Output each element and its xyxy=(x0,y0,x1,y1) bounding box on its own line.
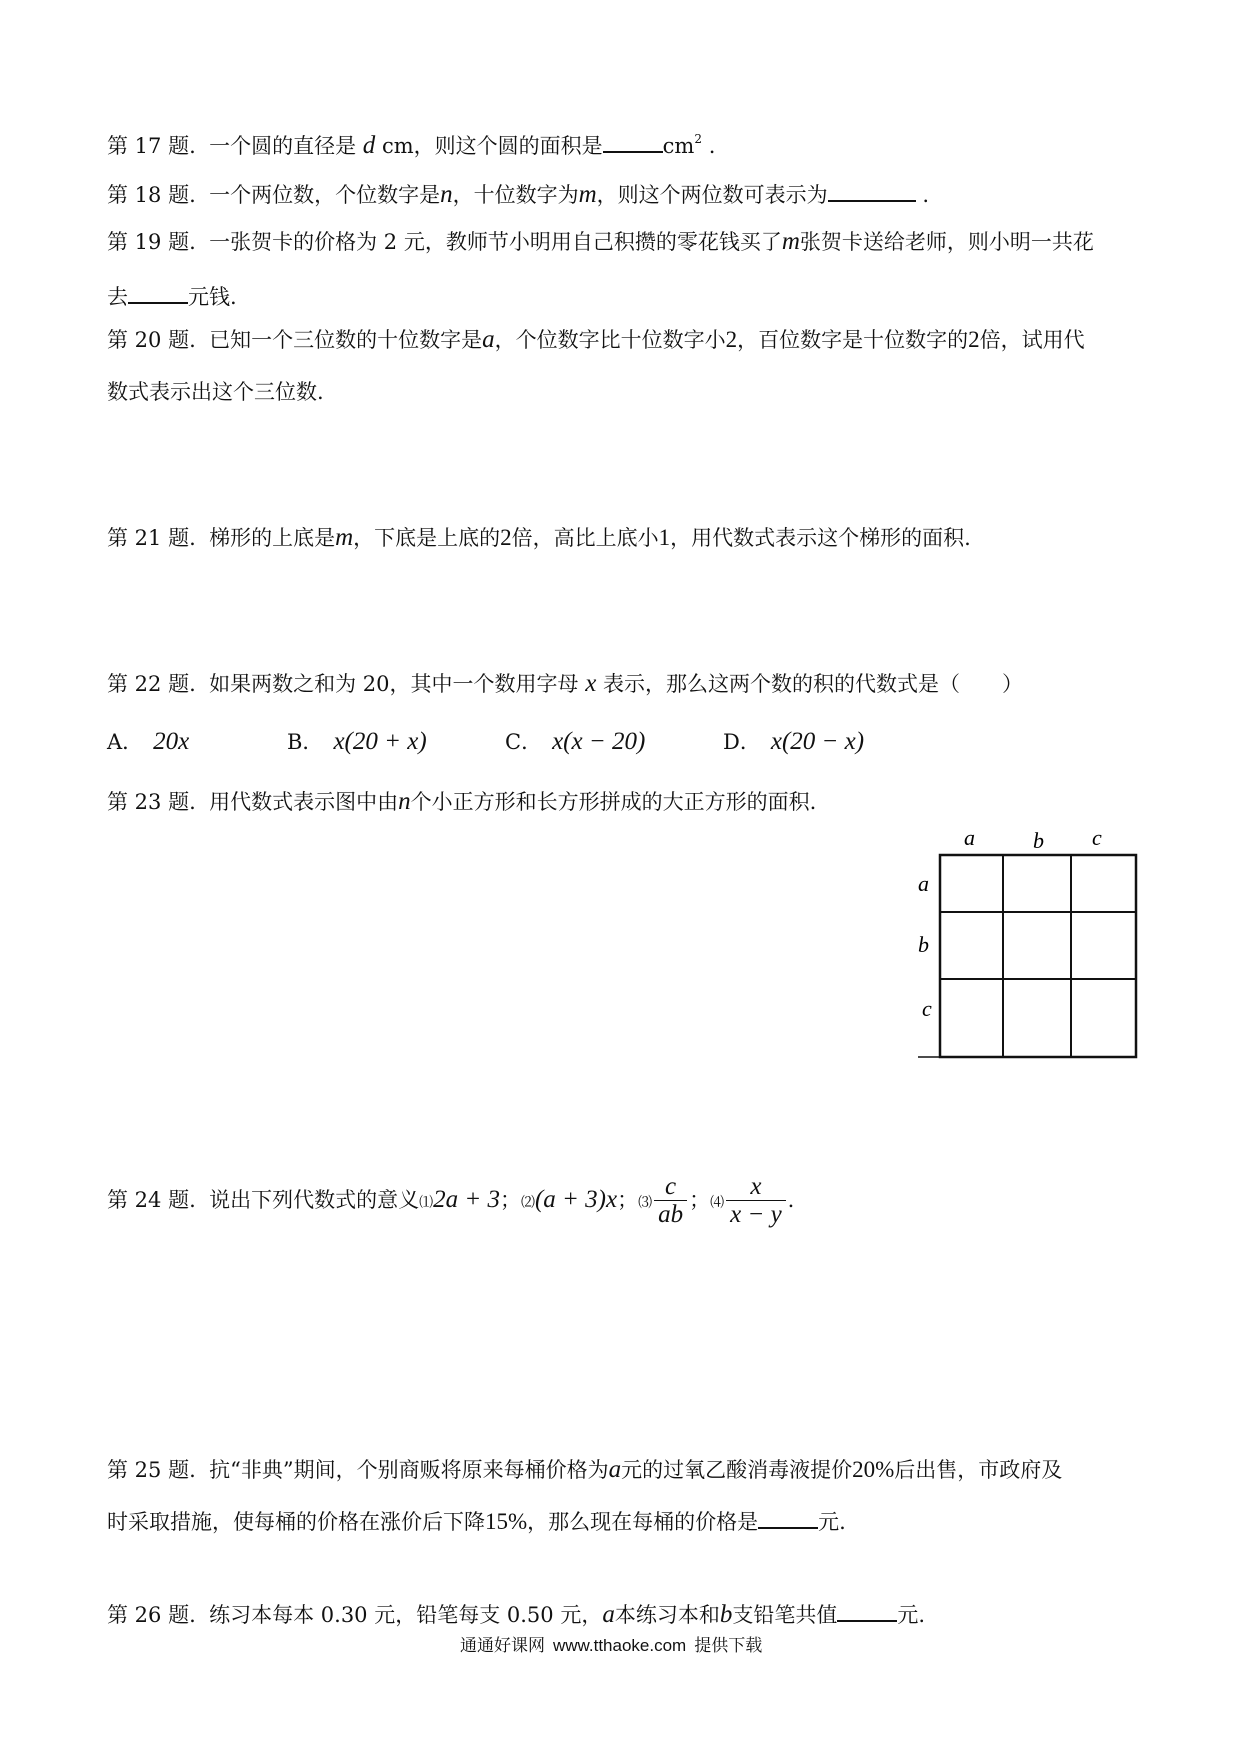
q19-var: m xyxy=(781,228,800,255)
q17-var: d xyxy=(362,132,376,159)
q25-text: 抗“非典”期间，个别商贩将原来每桶价格为 xyxy=(209,1458,609,1482)
answer-blank[interactable] xyxy=(837,1600,897,1622)
q24-p4: ⑷ xyxy=(710,1195,725,1211)
q24-fraction-4 xyxy=(726,1174,786,1229)
q26-text4: 元. xyxy=(897,1603,926,1627)
q17-sup: 2 xyxy=(694,132,702,146)
q18-text3: ，则这个两位数可表示为 xyxy=(596,183,828,207)
q19-text: 一张贺卡的价格为 2 元，教师节小明用自己积攒的零花钱买了 xyxy=(209,230,782,254)
q17-end: . xyxy=(708,134,716,158)
q25-var: a xyxy=(608,1456,622,1483)
q22-text: 如果两数之和为 20，其中一个数用字母 xyxy=(209,672,579,696)
side-label-c: c xyxy=(922,996,932,1021)
option-key: A． xyxy=(107,730,144,754)
q22-label: 第 22 题. xyxy=(107,672,196,696)
option-expr: x(20 + x) xyxy=(333,728,427,755)
q25-pct1: 20% xyxy=(852,1457,895,1482)
q26-var-a: a xyxy=(602,1601,615,1628)
q21-text4: ，用代数式表示这个梯形的面积. xyxy=(670,526,971,550)
option-key: D． xyxy=(723,730,761,754)
answer-blank[interactable] xyxy=(828,180,916,202)
question-26 xyxy=(107,1600,925,1629)
answer-blank[interactable] xyxy=(128,282,188,304)
q18-text: 一个两位数，个位数字是 xyxy=(209,183,441,207)
q24-fraction-3 xyxy=(654,1174,687,1229)
side-label-a: a xyxy=(918,871,929,896)
q19-label: 第 19 题. xyxy=(107,230,196,254)
q19-line2b: 元钱. xyxy=(188,285,237,309)
q23-var: n xyxy=(398,788,411,815)
q21-var: m xyxy=(335,524,354,551)
q24-end: . xyxy=(787,1188,795,1212)
q25-line2b: ，那么现在每桶的价格是 xyxy=(527,1510,759,1534)
question-20-line2 xyxy=(107,378,324,406)
q24-expr1: 2a + 3 xyxy=(433,1186,500,1213)
answer-blank[interactable] xyxy=(603,131,663,153)
q24-label: 第 24 题. xyxy=(107,1188,196,1212)
top-label-a: a xyxy=(964,825,975,850)
q24-p2: ⑵ xyxy=(520,1195,535,1211)
side-label-b: b xyxy=(918,932,929,957)
option-expr: x(20 − x) xyxy=(770,728,865,755)
fraction-denominator: x − y xyxy=(730,1201,782,1228)
q24-text: 说出下列代数式的意义 xyxy=(209,1188,420,1212)
top-label-c: c xyxy=(1092,825,1102,850)
q17-label: 第 17 题. xyxy=(107,134,196,158)
q26-var-b: b xyxy=(719,1601,733,1628)
question-22 xyxy=(107,670,1023,698)
q20-num2: 2 xyxy=(968,327,980,352)
answer-blank[interactable] xyxy=(758,1507,818,1529)
q17-unit: cm xyxy=(662,134,695,158)
option-expr: 20x xyxy=(153,728,190,755)
q22-text2: 表示，那么这两个数的积的代数式是（ ） xyxy=(603,672,1023,696)
q24-sep: ； xyxy=(689,1188,711,1212)
question-23 xyxy=(107,788,816,816)
option-b[interactable] xyxy=(287,728,427,756)
q20-text2: ，个位数字比十位数字小 xyxy=(494,328,726,352)
q26-text: 练习本每本 0.30 元，铅笔每支 0.50 元， xyxy=(209,1603,603,1627)
q23-text: 用代数式表示图中由 xyxy=(209,790,399,814)
q26-text3: 支铅笔共值 xyxy=(732,1603,838,1627)
fraction-denominator: ab xyxy=(658,1201,684,1228)
top-label-b: b xyxy=(1033,828,1044,853)
option-key: B． xyxy=(287,730,324,754)
q20-text3: ，百位数字是十位数字的 xyxy=(737,328,969,352)
q25-text2: 元的过氧乙酸消毒液提价 xyxy=(621,1458,853,1482)
q20-text: 已知一个三位数的十位数字是 xyxy=(209,328,483,352)
q21-label: 第 21 题. xyxy=(107,526,196,550)
question-19-line2 xyxy=(107,282,237,311)
q24-sep: ； xyxy=(499,1188,521,1212)
q24-p1: ⑴ xyxy=(419,1195,434,1211)
q21-num1: 2 xyxy=(500,525,512,550)
q24-p3: ⑶ xyxy=(638,1195,653,1211)
option-key: C． xyxy=(505,730,543,754)
q24-expr2: (a + 3)x xyxy=(534,1186,618,1213)
q21-num2: 1 xyxy=(658,525,671,550)
question-19 xyxy=(107,228,1094,256)
q18-var-m: m xyxy=(578,181,597,208)
q18-text2: ，十位数字为 xyxy=(452,183,579,207)
q24-sep: ； xyxy=(617,1188,639,1212)
q26-text2: 本练习本和 xyxy=(614,1603,720,1627)
q20-num1: 2 xyxy=(725,327,738,352)
q25-line2c: 元. xyxy=(818,1510,846,1534)
q17-text: 一个圆的直径是 xyxy=(209,134,357,158)
question-17 xyxy=(107,125,715,160)
q20-label: 第 20 题. xyxy=(107,328,196,352)
q22-var: x xyxy=(585,670,597,697)
q21-text2: ，下底是上底的 xyxy=(353,526,501,550)
fraction-numerator: c xyxy=(654,1174,687,1201)
q19-line2a: 去 xyxy=(107,285,128,309)
footer-site: 通通好课网 xyxy=(460,1636,545,1656)
square-grid-figure xyxy=(900,815,1140,1060)
q20-text4: 倍，试用代 xyxy=(979,328,1085,352)
q20-var: a xyxy=(482,326,495,353)
page-footer xyxy=(460,1635,762,1657)
q25-label: 第 25 题. xyxy=(107,1458,196,1482)
q17-text2: cm，则这个圆的面积是 xyxy=(381,134,603,158)
q21-text3: 倍，高比上底小 xyxy=(511,526,659,550)
option-c[interactable] xyxy=(505,728,645,756)
q23-label: 第 23 题. xyxy=(107,790,196,814)
q25-text3: 后出售，市政府及 xyxy=(894,1458,1063,1482)
fraction-numerator: x xyxy=(726,1174,786,1201)
question-20 xyxy=(107,326,1085,354)
option-expr: x(x − 20) xyxy=(552,728,646,755)
q18-end: . xyxy=(922,183,930,207)
footer-suffix: 提供下载 xyxy=(694,1636,763,1656)
question-24 xyxy=(107,1170,794,1233)
option-d[interactable] xyxy=(723,728,864,756)
q20-line2: 数式表示出这个三位数. xyxy=(107,380,324,404)
q18-var-n: n xyxy=(440,181,453,208)
question-25 xyxy=(107,1456,1062,1484)
question-21 xyxy=(107,524,971,552)
q25-line2a: 时采取措施，使每桶的价格在涨价后下降 xyxy=(107,1510,485,1534)
q18-label: 第 18 题. xyxy=(107,183,196,207)
q21-text: 梯形的上底是 xyxy=(209,526,336,550)
question-18 xyxy=(107,180,929,209)
q25-pct2: 15% xyxy=(485,1509,528,1534)
footer-url[interactable]: www.tthaoke.com xyxy=(553,1636,687,1655)
q23-text2: 个小正方形和长方形拼成的大正方形的面积. xyxy=(410,790,817,814)
question-25-line2 xyxy=(107,1507,846,1536)
grid-outer-square xyxy=(940,855,1136,1057)
option-a[interactable] xyxy=(107,728,189,756)
q26-label: 第 26 题. xyxy=(107,1603,196,1627)
q19-text2: 张贺卡送给老师，则小明一共花 xyxy=(799,230,1094,254)
